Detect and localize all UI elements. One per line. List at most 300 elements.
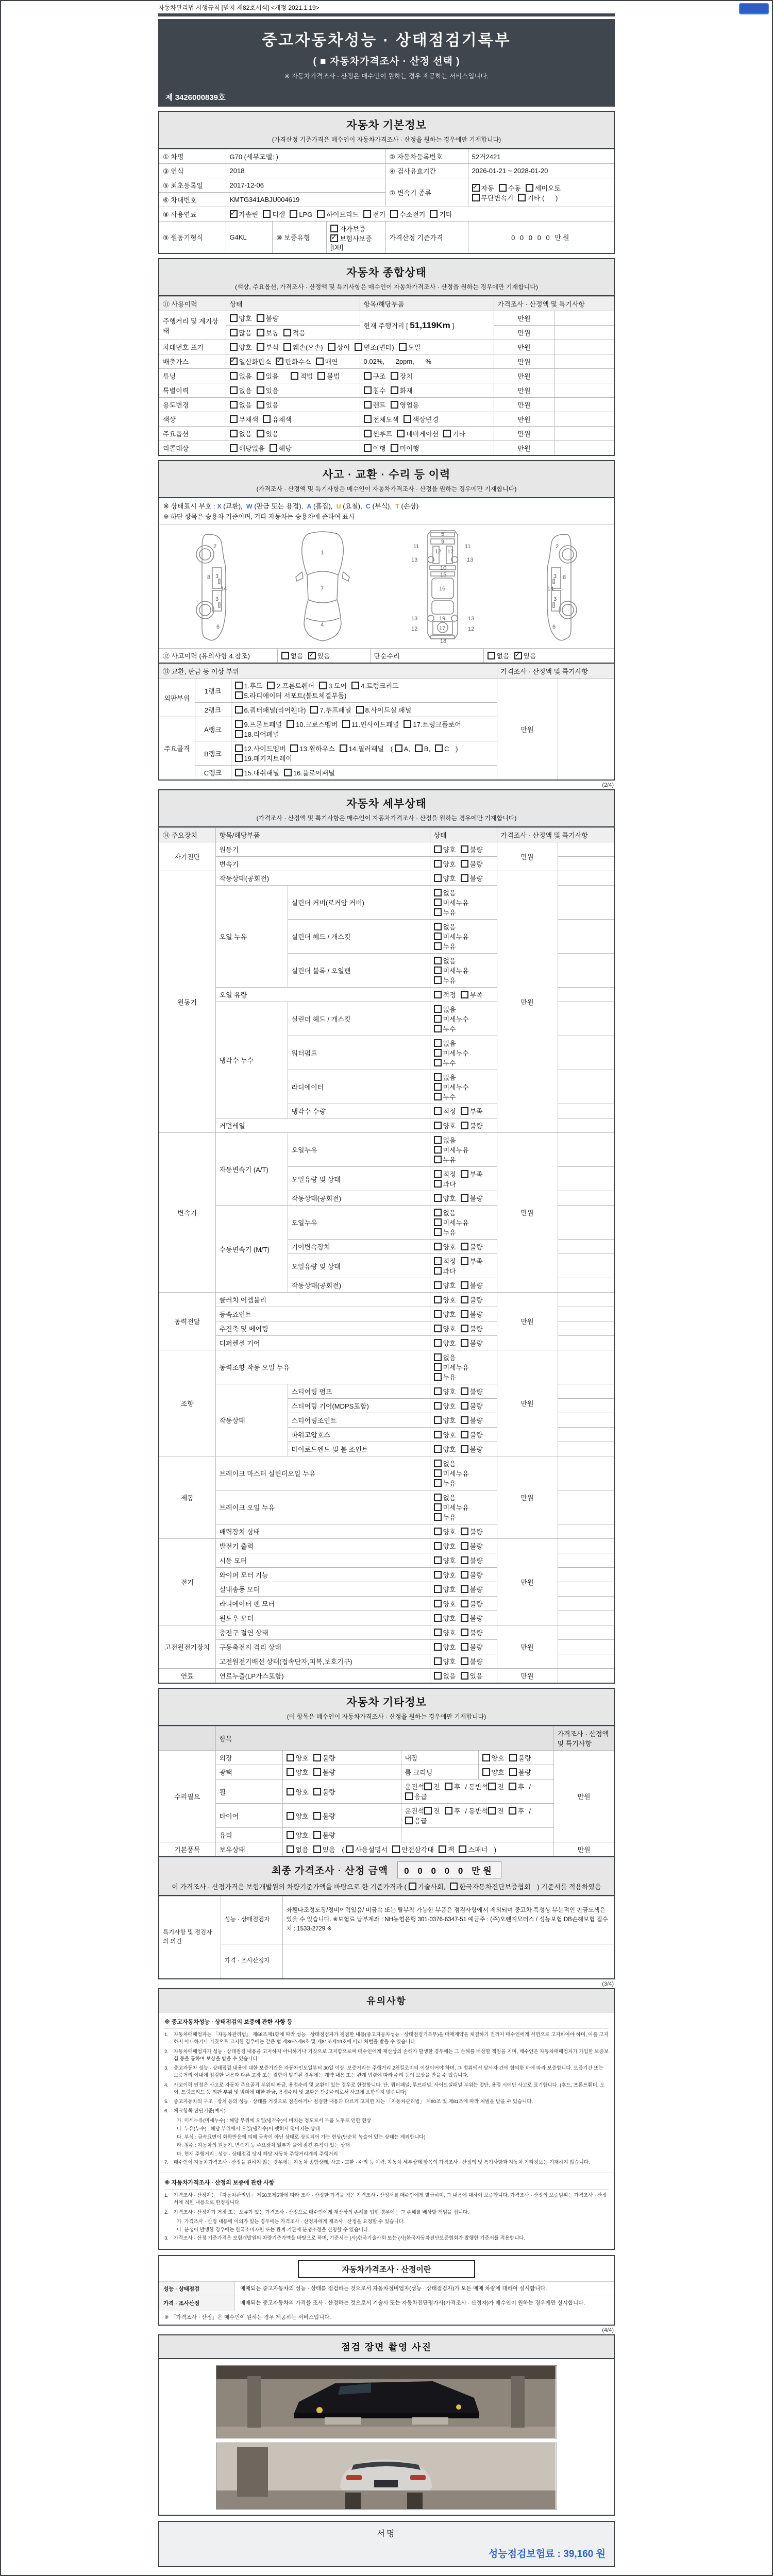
checkbox[interactable] <box>461 1402 468 1410</box>
checkbox[interactable] <box>313 1812 321 1820</box>
checkbox[interactable] <box>434 991 442 998</box>
checkbox-option[interactable] <box>514 651 536 660</box>
checkbox-option[interactable] <box>235 719 282 729</box>
checkbox[interactable] <box>434 1373 442 1381</box>
checkbox[interactable] <box>461 1387 468 1395</box>
checkbox-option[interactable] <box>434 1145 469 1155</box>
checkbox-option[interactable] <box>461 1527 483 1536</box>
checkbox[interactable] <box>434 1049 442 1057</box>
checkbox[interactable] <box>230 343 238 351</box>
checkbox-option[interactable] <box>434 1671 456 1681</box>
checkbox[interactable] <box>235 754 243 762</box>
checkbox[interactable] <box>287 720 294 728</box>
checkbox-option[interactable] <box>434 1106 456 1116</box>
checkbox-option[interactable] <box>434 1256 456 1266</box>
checkbox-option[interactable] <box>461 1169 483 1179</box>
checkbox[interactable] <box>461 1257 468 1265</box>
checkbox[interactable] <box>263 210 271 218</box>
checkbox-option[interactable] <box>434 1072 456 1082</box>
checkbox-option[interactable] <box>430 209 452 219</box>
checkbox-option[interactable] <box>287 719 338 729</box>
checkbox[interactable] <box>364 444 372 452</box>
checkbox-option[interactable] <box>434 1527 456 1536</box>
checkbox[interactable] <box>434 1005 442 1013</box>
checkbox[interactable] <box>434 1267 442 1275</box>
checkbox-option[interactable] <box>443 429 465 438</box>
checkbox[interactable] <box>270 444 277 452</box>
checkbox-option[interactable] <box>461 1242 483 1251</box>
checkbox-option[interactable] <box>290 210 312 218</box>
checkbox-option[interactable] <box>434 1512 456 1522</box>
checkbox-option[interactable] <box>364 414 399 424</box>
checkbox-option[interactable] <box>434 1628 456 1637</box>
checkbox-option[interactable] <box>509 1767 531 1777</box>
checkbox-option[interactable] <box>313 1767 335 1777</box>
checkbox[interactable] <box>434 1107 442 1115</box>
checkbox[interactable] <box>434 1469 442 1477</box>
checkbox-option[interactable] <box>459 1844 488 1854</box>
checkbox[interactable] <box>434 1363 442 1371</box>
checkbox-option[interactable] <box>257 313 279 323</box>
checkbox[interactable] <box>287 1812 294 1820</box>
checkbox[interactable] <box>434 1136 442 1144</box>
checkbox[interactable] <box>518 194 526 201</box>
checkbox-option[interactable] <box>509 1806 525 1816</box>
checkbox-option[interactable] <box>434 1415 456 1425</box>
checkbox-option[interactable] <box>461 1430 483 1439</box>
checkbox[interactable] <box>461 1339 468 1347</box>
checkbox-option[interactable] <box>287 1811 309 1821</box>
checkbox[interactable] <box>435 744 443 752</box>
checkbox[interactable] <box>461 991 468 998</box>
checkbox[interactable] <box>313 1768 321 1776</box>
checkbox-option[interactable] <box>434 931 469 941</box>
checkbox-option[interactable] <box>461 844 483 854</box>
checkbox-option[interactable] <box>461 990 483 999</box>
checkbox[interactable] <box>230 372 238 380</box>
checked-checkbox[interactable] <box>230 210 238 218</box>
checkbox[interactable] <box>461 1243 468 1250</box>
checkbox[interactable] <box>482 1768 490 1776</box>
checkbox[interactable] <box>283 329 291 336</box>
checkbox-option[interactable] <box>391 371 413 381</box>
checked-checkbox[interactable] <box>308 652 316 659</box>
checkbox-option[interactable] <box>461 1386 483 1396</box>
checkbox[interactable] <box>434 1528 442 1535</box>
checkbox-option[interactable] <box>230 328 252 337</box>
checkbox[interactable] <box>434 1194 442 1202</box>
checkbox-option[interactable] <box>434 1584 456 1594</box>
checkbox[interactable] <box>310 706 318 714</box>
checkbox-option[interactable] <box>461 1570 483 1580</box>
checkbox-option[interactable] <box>434 1169 456 1179</box>
checked-checkbox[interactable] <box>230 358 238 365</box>
checkbox-option[interactable] <box>263 209 285 219</box>
checkbox-option[interactable] <box>461 1584 483 1594</box>
checkbox[interactable] <box>257 372 264 380</box>
checkbox[interactable] <box>291 372 298 380</box>
checkbox[interactable] <box>330 225 338 232</box>
checkbox[interactable] <box>391 444 398 452</box>
checkbox[interactable] <box>363 210 371 218</box>
checkbox[interactable] <box>235 769 243 776</box>
checkbox-option[interactable] <box>291 371 313 381</box>
checkbox-option[interactable] <box>434 922 456 931</box>
checkbox-option[interactable] <box>461 1295 483 1304</box>
checkbox-option[interactable] <box>399 342 421 352</box>
checkbox[interactable] <box>434 1243 442 1250</box>
checkbox[interactable] <box>434 1296 442 1303</box>
checkbox-option[interactable] <box>434 1179 456 1189</box>
checked-checkbox[interactable] <box>514 652 522 659</box>
checkbox[interactable] <box>434 942 442 950</box>
checkbox-option[interactable] <box>518 193 558 202</box>
checkbox-option[interactable] <box>434 1502 469 1512</box>
checkbox-option[interactable] <box>267 681 314 690</box>
checkbox-option[interactable] <box>461 1656 483 1666</box>
checkbox-option[interactable] <box>488 651 510 660</box>
checkbox-option[interactable] <box>434 1135 456 1145</box>
checkbox[interactable] <box>424 1807 432 1815</box>
checkbox[interactable] <box>290 210 297 218</box>
checkbox-option[interactable] <box>310 705 351 715</box>
checkbox-option[interactable] <box>461 1642 483 1652</box>
checkbox-option[interactable] <box>328 342 350 352</box>
checkbox[interactable] <box>391 372 398 380</box>
checkbox-option[interactable] <box>461 1256 483 1266</box>
checkbox-option[interactable] <box>434 1295 456 1304</box>
checkbox[interactable] <box>290 744 298 752</box>
checkbox[interactable] <box>461 1281 468 1289</box>
checkbox[interactable] <box>404 415 411 423</box>
checkbox[interactable] <box>230 329 238 336</box>
checkbox[interactable] <box>461 1416 468 1424</box>
checkbox-option[interactable] <box>499 183 521 193</box>
checkbox[interactable] <box>434 1025 442 1032</box>
checkbox[interactable] <box>434 1513 442 1521</box>
checkbox[interactable] <box>434 1122 442 1129</box>
checkbox-option[interactable] <box>434 1038 456 1048</box>
checkbox-option[interactable] <box>355 342 394 352</box>
checkbox-option[interactable] <box>461 1555 483 1565</box>
checkbox-option[interactable] <box>257 371 279 381</box>
checkbox-option[interactable] <box>257 385 279 395</box>
checkbox[interactable] <box>434 1310 442 1318</box>
checkbox-option[interactable] <box>461 1309 483 1319</box>
checkbox[interactable] <box>263 415 271 423</box>
checkbox-option[interactable] <box>330 233 372 243</box>
checkbox[interactable] <box>230 444 238 452</box>
checkbox[interactable] <box>405 1792 413 1800</box>
checkbox[interactable] <box>356 706 364 714</box>
checkbox-option[interactable] <box>434 859 456 869</box>
checkbox[interactable] <box>351 682 359 689</box>
checkbox-option[interactable] <box>461 1599 483 1608</box>
checkbox[interactable] <box>434 1614 442 1622</box>
checkbox[interactable] <box>434 899 442 906</box>
checkbox[interactable] <box>424 1783 432 1790</box>
checkbox[interactable] <box>434 1209 442 1216</box>
checkbox[interactable] <box>443 430 451 437</box>
checkbox[interactable] <box>355 343 362 351</box>
checkbox[interactable] <box>434 1416 442 1424</box>
checkbox[interactable] <box>364 401 372 409</box>
checkbox-option[interactable] <box>439 1844 455 1854</box>
checkbox[interactable] <box>283 343 291 351</box>
checkbox-option[interactable] <box>434 1386 456 1396</box>
checkbox[interactable] <box>399 343 407 351</box>
checkbox-option[interactable] <box>434 975 456 985</box>
checkbox[interactable] <box>461 1107 468 1115</box>
checkbox[interactable] <box>509 1807 516 1815</box>
checkbox-option[interactable] <box>424 1806 440 1816</box>
checkbox[interactable] <box>488 1783 496 1790</box>
checkbox-option[interactable] <box>434 1155 456 1164</box>
checkbox[interactable] <box>235 730 243 738</box>
checkbox-option[interactable] <box>283 328 306 337</box>
checkbox[interactable] <box>488 1807 496 1815</box>
checkbox-option[interactable] <box>257 429 279 438</box>
checkbox-option[interactable] <box>434 888 456 897</box>
checked-checkbox[interactable] <box>330 234 338 242</box>
checkbox-option[interactable] <box>445 1806 461 1816</box>
checkbox-option[interactable] <box>461 859 483 869</box>
checkbox[interactable] <box>235 691 243 699</box>
checkbox-option[interactable] <box>364 400 386 410</box>
checkbox-option[interactable] <box>434 1048 469 1058</box>
checkbox[interactable] <box>257 343 264 351</box>
checkbox-option[interactable] <box>434 1444 456 1454</box>
checkbox-option[interactable] <box>461 1671 483 1681</box>
checkbox-option[interactable] <box>488 1806 504 1816</box>
checkbox-option[interactable] <box>434 990 456 999</box>
checkbox-option[interactable] <box>434 1613 456 1623</box>
checkbox-option[interactable] <box>405 1791 427 1801</box>
checkbox[interactable] <box>434 860 442 868</box>
checkbox[interactable] <box>461 1325 468 1332</box>
checkbox[interactable] <box>439 1845 446 1853</box>
checkbox[interactable] <box>230 386 238 394</box>
checkbox[interactable] <box>472 194 480 201</box>
checkbox[interactable] <box>434 1503 442 1511</box>
checkbox-option[interactable] <box>434 1024 456 1033</box>
checkbox[interactable] <box>434 1494 442 1501</box>
checkbox[interactable] <box>287 1768 294 1776</box>
checkbox-option[interactable] <box>461 1444 483 1454</box>
checkbox[interactable] <box>461 874 468 882</box>
checkbox[interactable] <box>434 1445 442 1453</box>
checkbox[interactable] <box>230 430 238 437</box>
checkbox[interactable] <box>461 845 468 853</box>
checkbox-option[interactable] <box>434 1541 456 1551</box>
checkbox-option[interactable] <box>317 209 359 219</box>
checkbox[interactable] <box>404 720 411 728</box>
checkbox-option[interactable] <box>434 1208 456 1217</box>
checkbox-option[interactable] <box>263 414 292 424</box>
checkbox[interactable] <box>499 184 507 192</box>
checkbox[interactable] <box>461 1643 468 1651</box>
checkbox[interactable] <box>434 1672 442 1680</box>
checkbox[interactable] <box>230 314 238 322</box>
checkbox[interactable] <box>461 1600 468 1607</box>
checkbox[interactable] <box>509 1768 517 1776</box>
checkbox-option[interactable] <box>434 956 456 965</box>
checkbox-option[interactable] <box>230 443 265 453</box>
checkbox-option[interactable] <box>281 651 304 660</box>
checkbox-option[interactable] <box>434 1004 456 1014</box>
checkbox-option[interactable] <box>313 1811 335 1821</box>
checkbox-option[interactable] <box>434 1459 456 1468</box>
checkbox[interactable] <box>316 358 324 365</box>
checkbox[interactable] <box>319 682 327 689</box>
checkbox-option[interactable] <box>434 1280 456 1290</box>
checkbox-option[interactable] <box>230 209 259 219</box>
checkbox[interactable] <box>434 1180 442 1188</box>
checkbox-option[interactable] <box>270 443 292 453</box>
checkbox-option[interactable] <box>461 873 483 883</box>
checkbox[interactable] <box>364 372 372 380</box>
checkbox[interactable] <box>434 908 442 916</box>
checkbox[interactable] <box>434 1556 442 1564</box>
checkbox-option[interactable] <box>434 1014 469 1024</box>
checkbox-option[interactable] <box>434 1082 469 1092</box>
checkbox[interactable] <box>434 1431 442 1438</box>
checkbox[interactable] <box>461 1542 468 1550</box>
checked-checkbox[interactable] <box>276 358 283 365</box>
checkbox[interactable] <box>434 1257 442 1265</box>
checkbox-option[interactable] <box>434 1309 456 1319</box>
checkbox-option[interactable] <box>340 743 384 753</box>
checkbox[interactable] <box>461 1194 468 1202</box>
checkbox-option[interactable] <box>434 1478 456 1488</box>
checkbox[interactable] <box>257 386 264 394</box>
checkbox-option[interactable] <box>461 1415 483 1425</box>
checkbox[interactable] <box>434 923 442 930</box>
checkbox-option[interactable] <box>287 1830 309 1840</box>
checkbox[interactable] <box>461 860 468 868</box>
checkbox[interactable] <box>287 1831 294 1839</box>
checkbox[interactable] <box>488 652 495 659</box>
checkbox[interactable] <box>434 1170 442 1178</box>
checkbox-option[interactable] <box>313 1787 335 1797</box>
checkbox[interactable] <box>395 744 402 752</box>
checkbox-option[interactable] <box>287 1787 309 1797</box>
checkbox-option[interactable] <box>287 1753 309 1762</box>
checkbox-option[interactable] <box>391 443 419 453</box>
checkbox[interactable] <box>313 1754 321 1761</box>
checkbox-option[interactable] <box>235 690 347 700</box>
checkbox-option[interactable] <box>450 1882 530 1891</box>
checkbox-option[interactable] <box>363 209 385 219</box>
checkbox-option[interactable] <box>390 209 425 219</box>
checkbox[interactable] <box>434 1093 442 1100</box>
checkbox[interactable] <box>313 1845 321 1853</box>
checkbox-option[interactable] <box>434 1401 456 1411</box>
checkbox-option[interactable] <box>472 183 494 193</box>
checkbox-option[interactable] <box>235 768 279 777</box>
checkbox-option[interactable] <box>392 1844 434 1854</box>
checkbox-option[interactable] <box>434 1642 456 1652</box>
checkbox[interactable] <box>287 1788 294 1795</box>
checkbox-option[interactable] <box>434 1493 456 1502</box>
checkbox[interactable] <box>328 343 335 351</box>
checkbox[interactable] <box>461 1296 468 1303</box>
checkbox[interactable] <box>434 1039 442 1047</box>
checkbox[interactable] <box>434 1479 442 1487</box>
checkbox[interactable] <box>391 386 398 394</box>
checkbox[interactable] <box>267 682 275 689</box>
checkbox[interactable] <box>434 1600 442 1607</box>
checkbox-option[interactable] <box>405 1816 427 1825</box>
checkbox[interactable] <box>509 1754 517 1761</box>
checkbox-option[interactable] <box>257 328 279 337</box>
checkbox[interactable] <box>461 1614 468 1622</box>
checkbox-option[interactable] <box>509 1753 531 1762</box>
checkbox-option[interactable] <box>257 400 279 410</box>
checkbox-option[interactable] <box>482 1753 505 1762</box>
checkbox[interactable] <box>445 1807 452 1815</box>
checkbox[interactable] <box>434 1402 442 1410</box>
checkbox[interactable] <box>459 1845 466 1853</box>
checkbox[interactable] <box>434 1629 442 1636</box>
checkbox[interactable] <box>461 1672 468 1680</box>
checkbox[interactable] <box>235 706 243 714</box>
checkbox-option[interactable] <box>434 1217 469 1227</box>
checkbox-option[interactable] <box>461 1338 483 1348</box>
checkbox-option[interactable] <box>415 744 430 753</box>
checkbox-option[interactable] <box>346 1844 388 1854</box>
checkbox-option[interactable] <box>317 371 340 381</box>
checkbox[interactable] <box>482 1754 490 1761</box>
checkbox-option[interactable] <box>290 743 334 753</box>
checkbox-option[interactable] <box>434 1193 456 1203</box>
checkbox-option[interactable] <box>230 357 272 366</box>
checkbox-option[interactable] <box>351 681 399 690</box>
checkbox-option[interactable] <box>434 907 456 917</box>
checkbox-option[interactable] <box>287 1844 309 1854</box>
checkbox[interactable] <box>461 1431 468 1438</box>
checkbox-option[interactable] <box>434 844 456 854</box>
checkbox-option[interactable] <box>235 729 279 739</box>
checkbox[interactable] <box>434 957 442 964</box>
checkbox-option[interactable] <box>342 719 399 729</box>
checkbox[interactable] <box>461 1122 468 1129</box>
checkbox[interactable] <box>434 1460 442 1467</box>
checkbox-option[interactable] <box>364 443 386 453</box>
checkbox[interactable] <box>340 744 347 752</box>
checkbox-option[interactable] <box>434 1372 456 1382</box>
checkbox[interactable] <box>434 1542 442 1550</box>
checkbox-option[interactable] <box>391 385 413 395</box>
checkbox-option[interactable] <box>434 1555 456 1565</box>
checkbox[interactable] <box>461 1657 468 1665</box>
checkbox[interactable] <box>434 1281 442 1289</box>
checkbox-option[interactable] <box>509 1782 525 1791</box>
checkbox-option[interactable] <box>230 313 252 323</box>
checkbox-option[interactable] <box>230 371 252 381</box>
checkbox-option[interactable] <box>461 1613 483 1623</box>
checkbox[interactable] <box>284 769 292 776</box>
checkbox-option[interactable] <box>404 719 461 729</box>
checkbox[interactable] <box>257 430 264 437</box>
checkbox[interactable] <box>434 1146 442 1154</box>
checkbox-option[interactable] <box>526 183 561 193</box>
checkbox[interactable] <box>461 1585 468 1593</box>
checkbox[interactable] <box>390 210 398 218</box>
checkbox-option[interactable] <box>434 1092 456 1101</box>
checkbox-option[interactable] <box>434 941 456 951</box>
checkbox-option[interactable] <box>283 342 323 352</box>
